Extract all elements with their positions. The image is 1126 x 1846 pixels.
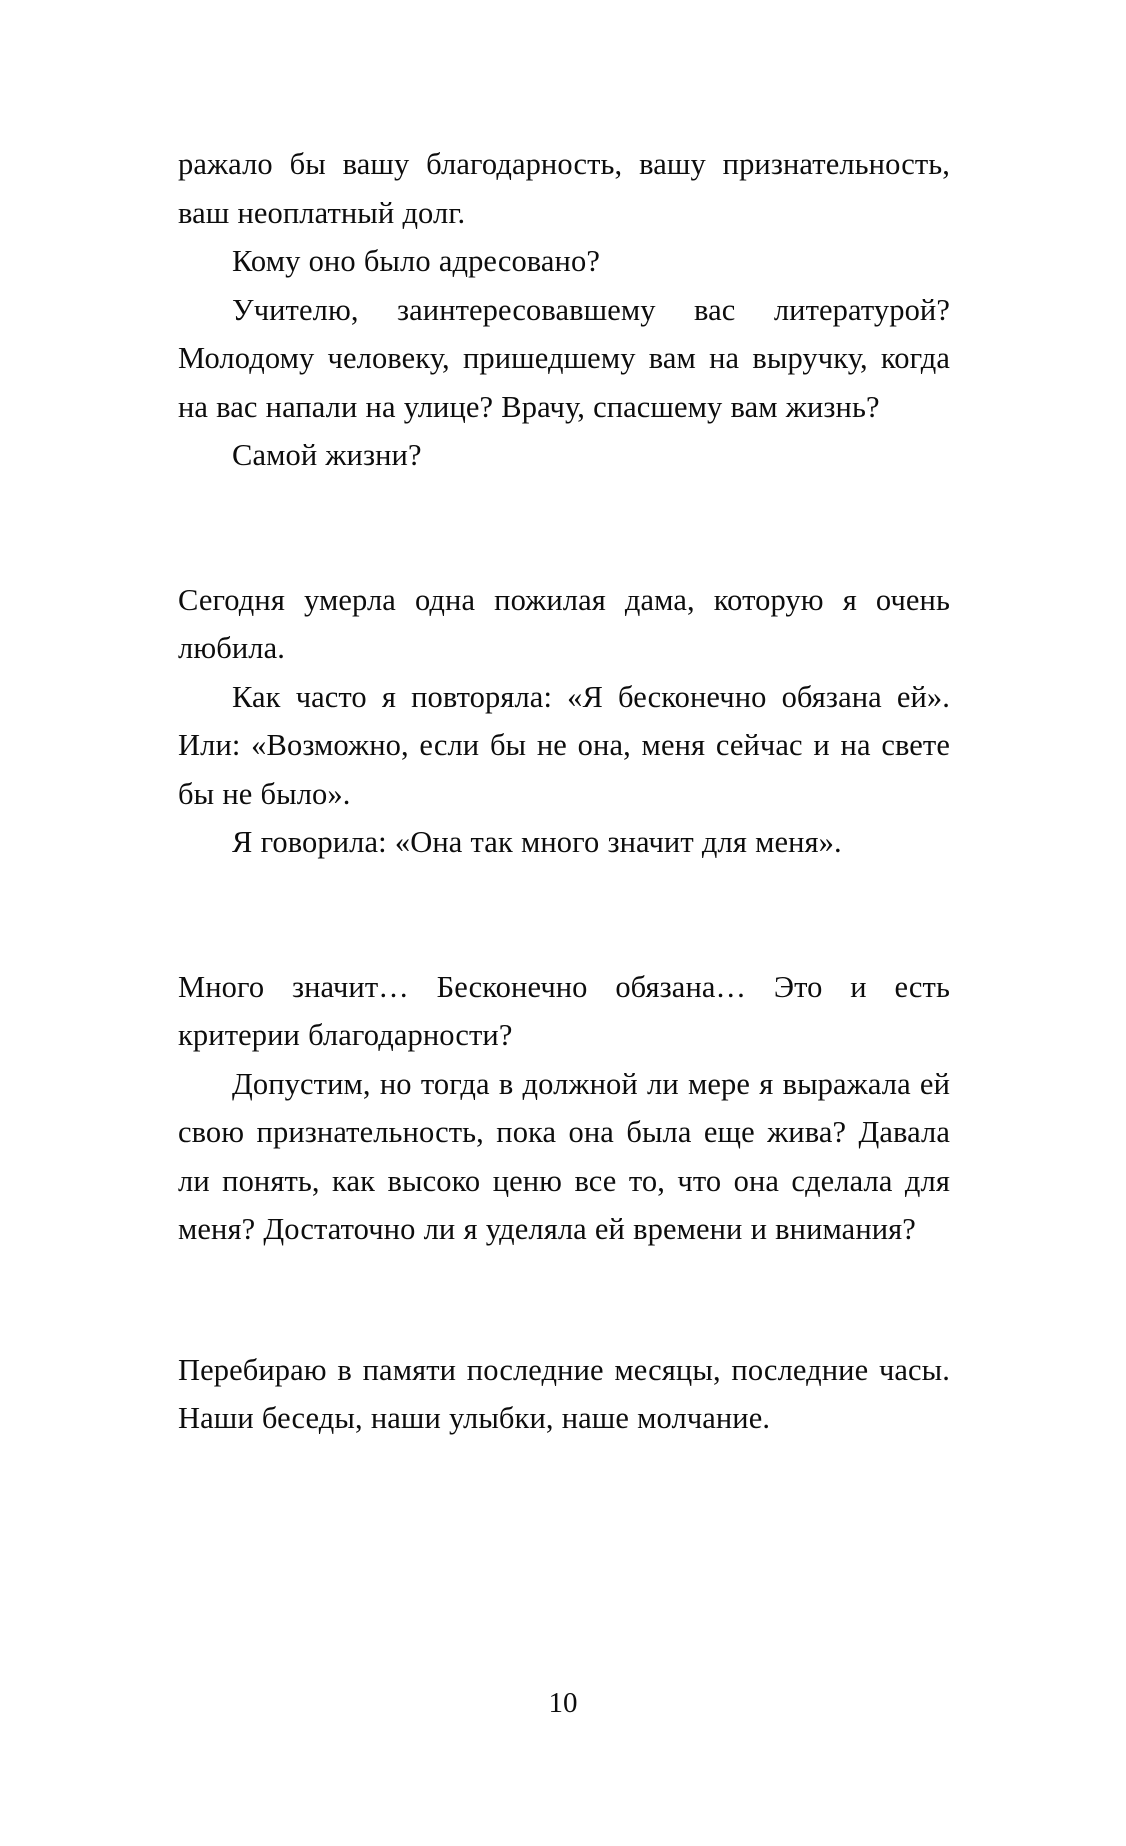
text-block	[178, 1346, 950, 1443]
paragraph: Учителю, заинтересовавшему вас литературой? Молодому человеку, пришедшему вам на выручку, когда на вас напали на улице? Врачу, спасшему вам жизнь?	[178, 292, 950, 424]
text-block	[178, 576, 950, 867]
paragraph: Я говорила: «Она так много значит для меня».	[232, 825, 842, 859]
paragraph: ражало бы вашу благодарность, вашу признательность, ваш неоплатный долг.	[178, 147, 950, 230]
paragraph: Кому оно было адресовано?	[232, 244, 600, 278]
paragraph: Самой жизни?	[232, 438, 422, 472]
page-number: 10	[548, 1687, 578, 1719]
text-block	[178, 140, 950, 480]
text-block	[178, 963, 950, 1254]
paragraph: Много значит… Бесконечно обязана… Это и есть критерии благодарности?	[178, 969, 950, 1052]
paragraph: Допустим, но тогда в должной ли мере я выражала ей свою признательность, пока она была еще жива? Давала ли понять, как высоко ценю все то, что она сделала для меня? Достаточно ли я уделяла ей времени и внимания?	[178, 1066, 950, 1246]
block-separator	[178, 867, 950, 963]
paragraph: Сегодня умерла одна пожилая дама, которую я очень любила.	[178, 582, 950, 665]
paragraph: Как часто я повторяла: «Я бесконечно обязана ей». Или: «Возможно, если бы не она, меня сейчас и на свете бы не было».	[178, 679, 950, 811]
block-separator	[178, 1254, 950, 1346]
block-separator	[178, 480, 950, 576]
page-text-column	[178, 140, 950, 1443]
paragraph: Перебираю в памяти последние месяцы, последние часы. Наши беседы, наши улыбки, наше молчание.	[178, 1352, 950, 1435]
